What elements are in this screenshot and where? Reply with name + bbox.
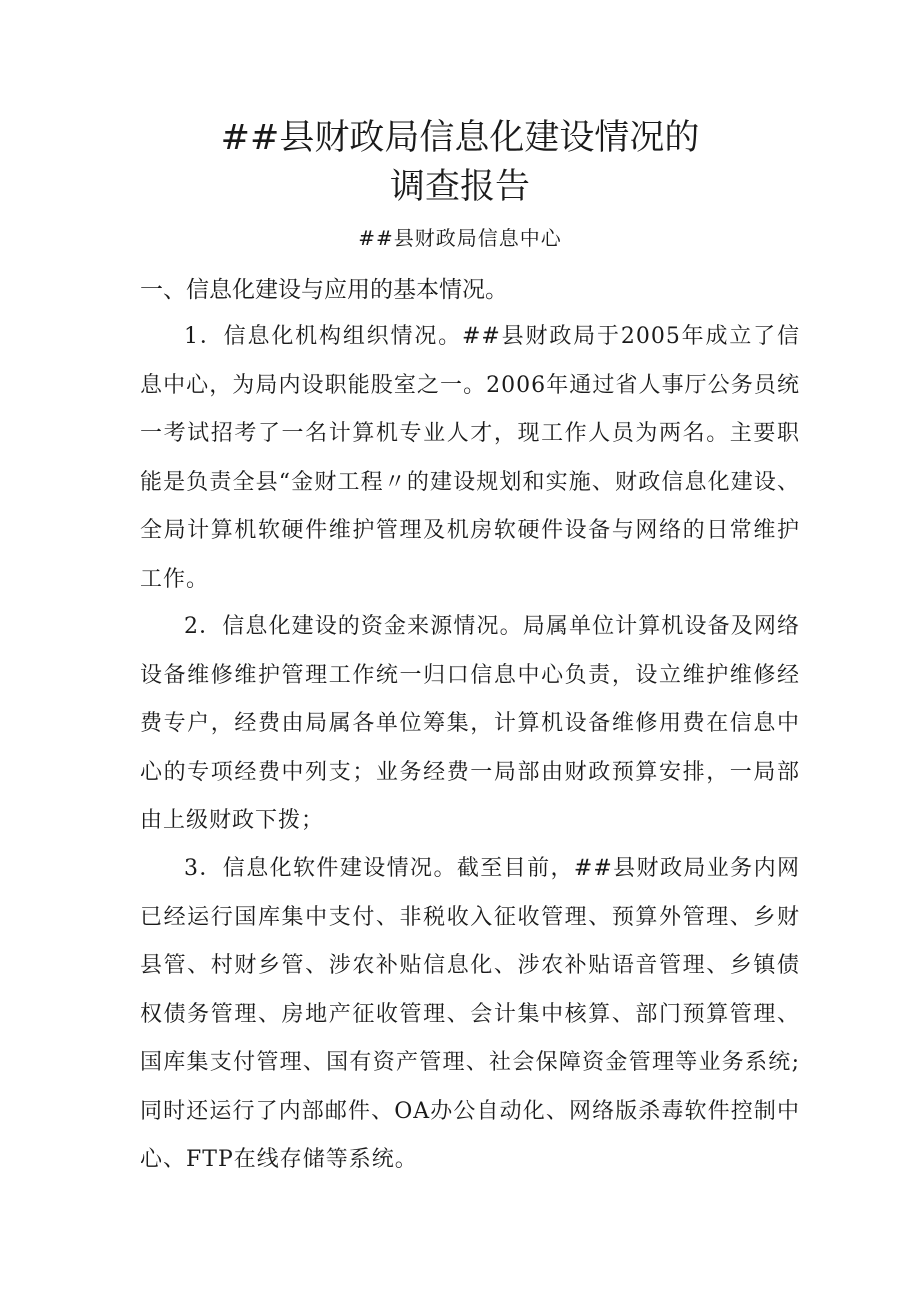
document-title-line-2: 调查报告 xyxy=(389,167,530,207)
paragraph-3: 3．信息化软件建设情况。截至目前，##县财政局业务内网已经运行国库集中支付、非税收入征收管理、预算外管理、乡财县管、村财乡管、涉农补贴信息化、涉农补贴语音管理、乡镇债权债务管理、房地产征收管理、会计集中核算、部门预算管理、国库集支付管理、国有资产管理、社会保障资金管理等业务系统;同时还运行了内部邮件、OA办公自动化、网络版杀毒软件控制中心、FTP在线存储等系统。 xyxy=(140,856,800,1172)
document-author: ##县财政局信息中心 xyxy=(358,226,562,250)
paragraph-1: 1．信息化机构组织情况。##县财政局于2005年成立了信息中心，为局内设职能股室之一。2006年通过省人事厅公务员统一考试招考了一名计算机专业人才，现工作人员为两名。主要职能是负责全县“金财工程〃的建设规划和实施、财政信息化建设、全局计算机软硬件维护管理及机房软硬件设备与网络的日常维护工作。 xyxy=(140,324,800,592)
section-heading: 一、信息化建设与应用的基本情况。 xyxy=(140,277,508,303)
paragraph-2: 2．信息化建设的资金来源情况。局属单位计算机设备及网络设备维修维护管理工作统一归口信息中心负责，设立维护维修经费专户，经费由局属各单位筹集，计算机设备维修用费在信息中心的专项经费中列支；业务经费一局部由财政预算安排，一局部由上级财政下拨； xyxy=(140,614,800,833)
document-title-line-1: ##县财政局信息化建设情况的 xyxy=(220,118,700,158)
